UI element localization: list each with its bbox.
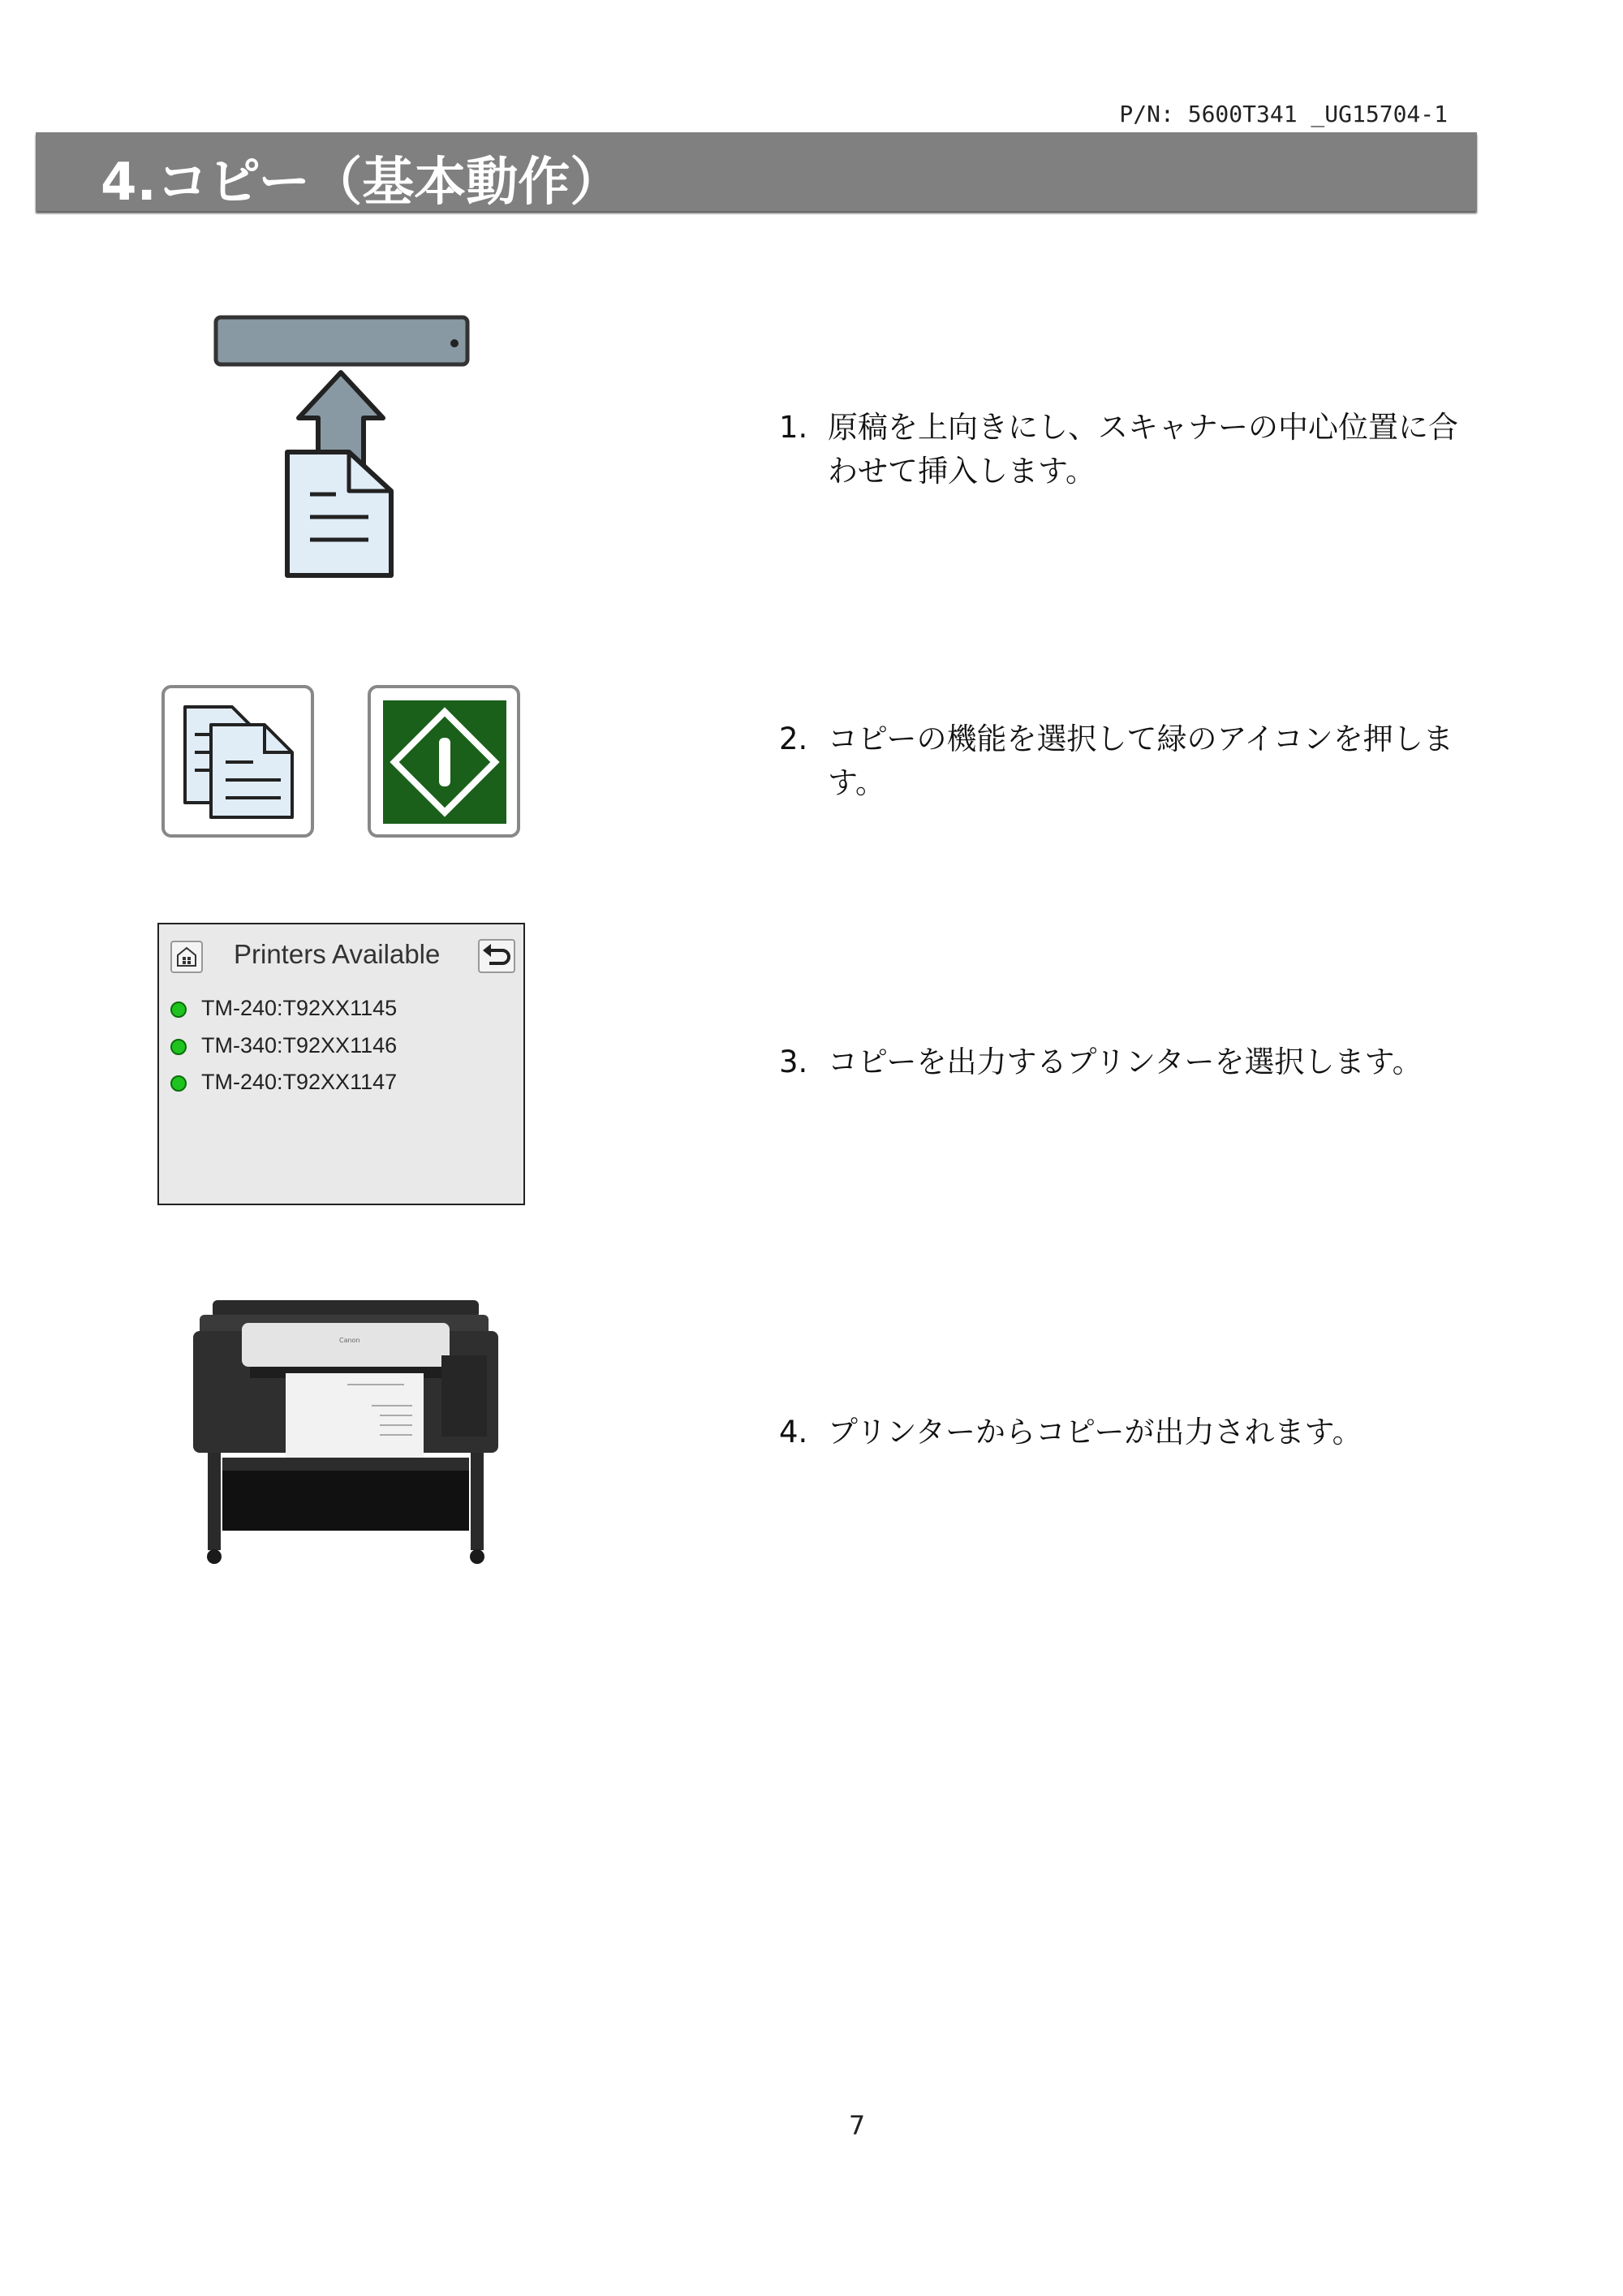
step-3 [779, 1040, 1477, 1084]
step-text: プリンターからコピーが出力されます。 [828, 1415, 1363, 1450]
status-dot-icon [170, 1002, 187, 1018]
part-number: P/N: 5600T341 _UG15704-1 [1119, 101, 1448, 127]
step-number: 2. [779, 722, 808, 756]
home-icon [172, 942, 201, 971]
step-text: コピーの機能を選択して緑のアイコンを押します。 [828, 722, 1453, 800]
step-4 [779, 1411, 1477, 1454]
status-dot-icon [170, 1039, 187, 1055]
status-dot-icon [170, 1075, 187, 1092]
back-icon [480, 941, 514, 971]
printer-image [193, 1299, 498, 1566]
panel-title: Printers Available [234, 939, 441, 969]
insert-document-icon [213, 314, 472, 582]
printer-name: TM-240:T92XX1145 [201, 996, 398, 1020]
printer-name: TM-240:T92XX1147 [201, 1070, 398, 1094]
printer-item[interactable] [170, 996, 397, 1021]
printer-brand-label: Canon [339, 1337, 360, 1344]
printer-item[interactable] [170, 1033, 397, 1058]
step-number: 4. [779, 1415, 808, 1450]
step-text: 原稿を上向きにし、スキャナーの中心位置に合わせて挿入します。 [828, 410, 1458, 489]
printer-name: TM-340:T92XX1146 [201, 1033, 398, 1058]
step-number: 3. [779, 1045, 808, 1079]
step-1 [779, 406, 1477, 493]
step-number: 1. [779, 410, 808, 445]
copy-icon[interactable] [161, 684, 316, 840]
step-2 [779, 717, 1477, 805]
page-title: 4.コピー（基本動作） [101, 153, 622, 213]
printers-available-panel [157, 923, 525, 1205]
page-number: 7 [848, 2110, 866, 2141]
home-button[interactable] [170, 941, 203, 973]
start-icon[interactable] [367, 684, 523, 840]
back-button[interactable] [478, 939, 515, 973]
section-title-bar [36, 132, 1477, 211]
step-text: コピーを出力するプリンターを選択します。 [828, 1045, 1423, 1079]
printer-item[interactable] [170, 1070, 397, 1095]
